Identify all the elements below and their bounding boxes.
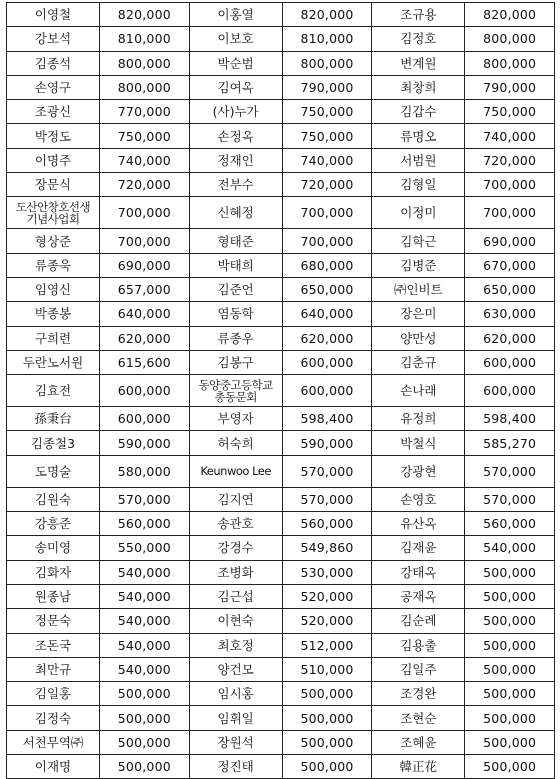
table-row <box>7 584 555 608</box>
donation-amount-cell: 720,000 <box>282 173 372 197</box>
donation-amount-cell: 720,000 <box>465 148 555 172</box>
donation-amount-cell: 570,000 <box>465 455 555 487</box>
table-row <box>7 277 555 301</box>
table-row <box>7 633 555 657</box>
donor-name-cell: 형태준 <box>189 229 282 253</box>
donor-name-cell: 이현숙 <box>189 609 282 633</box>
donor-name-cell: 박종봉 <box>7 302 100 326</box>
donor-name-cell: 조광신 <box>7 100 100 124</box>
donor-table-body <box>7 3 555 779</box>
donation-amount-cell: 500,000 <box>282 706 372 730</box>
donation-amount-cell: 550,000 <box>100 536 190 560</box>
donation-amount-cell: 570,000 <box>282 455 372 487</box>
donor-table <box>6 2 555 779</box>
donation-amount-cell: 740,000 <box>282 148 372 172</box>
donor-name-cell: 도명술 <box>7 455 100 487</box>
donor-name-cell: 박태희 <box>189 253 282 277</box>
donor-name-cell: 강보석 <box>7 27 100 51</box>
donor-name-cell: 류종우 <box>189 326 282 350</box>
donation-amount-cell: 549,860 <box>282 536 372 560</box>
donor-name-cell: 원종남 <box>7 584 100 608</box>
donor-name-cell: 공재옥 <box>372 584 465 608</box>
donor-name-cell: 김여옥 <box>189 75 282 99</box>
donor-name-cell: 김형일 <box>372 173 465 197</box>
donation-amount-cell: 630,000 <box>465 302 555 326</box>
table-row <box>7 326 555 350</box>
donor-name-cell: 유산옥 <box>372 512 465 536</box>
donor-name-cell: 이명주 <box>7 148 100 172</box>
donor-name-cell: 임영신 <box>7 277 100 301</box>
donor-name-cell: 장원석 <box>189 730 282 754</box>
donation-amount-cell: 800,000 <box>465 27 555 51</box>
table-row <box>7 657 555 681</box>
donation-amount-cell: 700,000 <box>282 197 372 229</box>
donor-name-cell: 조병화 <box>189 560 282 584</box>
donor-name-cell: 김재윤 <box>372 536 465 560</box>
donation-amount-cell: 800,000 <box>282 51 372 75</box>
donor-name-cell: 김봉구 <box>189 350 282 374</box>
donation-amount-cell: 500,000 <box>465 560 555 584</box>
donor-name-cell: 손영호 <box>372 487 465 511</box>
donor-name-cell: 김근섭 <box>189 584 282 608</box>
donor-name-cell: 서천무역㈜ <box>7 730 100 754</box>
table-row <box>7 560 555 584</box>
table-row <box>7 197 555 229</box>
donation-amount-cell: 500,000 <box>465 682 555 706</box>
donation-amount-cell: 790,000 <box>282 75 372 99</box>
donor-name-cell: 이재명 <box>7 755 100 779</box>
donor-name-cell: 김학근 <box>372 229 465 253</box>
donor-name-cell: 孫秉台 <box>7 407 100 431</box>
donation-amount-cell: 740,000 <box>465 124 555 148</box>
table-row <box>7 755 555 779</box>
donation-amount-cell: 560,000 <box>465 512 555 536</box>
donation-amount-cell: 600,000 <box>100 407 190 431</box>
donor-name-cell: 김준언 <box>189 277 282 301</box>
donor-name-cell: 전부수 <box>189 173 282 197</box>
donation-amount-cell: 500,000 <box>100 755 190 779</box>
donor-name-cell: 김화자 <box>7 560 100 584</box>
donor-name-cell: (사)누가 <box>189 100 282 124</box>
donation-amount-cell: 750,000 <box>465 100 555 124</box>
donation-amount-cell: 700,000 <box>465 197 555 229</box>
table-row <box>7 173 555 197</box>
donation-amount-cell: 560,000 <box>100 512 190 536</box>
donor-name-cell: 손나래 <box>372 375 465 407</box>
donation-amount-cell: 650,000 <box>282 277 372 301</box>
donation-amount-cell: 590,000 <box>100 431 190 455</box>
donor-name-cell: 김춘규 <box>372 350 465 374</box>
donor-name-cell: 조혜윤 <box>372 730 465 754</box>
donation-amount-cell: 520,000 <box>282 584 372 608</box>
table-row <box>7 375 555 407</box>
donor-name-cell: 조현순 <box>372 706 465 730</box>
table-row <box>7 229 555 253</box>
donor-name-cell: 최호정 <box>189 633 282 657</box>
donor-name-cell: 박정도 <box>7 124 100 148</box>
donation-amount-cell: 800,000 <box>465 51 555 75</box>
donor-name-cell: 구희련 <box>7 326 100 350</box>
donor-name-cell: 정재인 <box>189 148 282 172</box>
donor-name-cell: 김정호 <box>372 27 465 51</box>
table-row <box>7 730 555 754</box>
donor-name-cell: 조돈국 <box>7 633 100 657</box>
donation-amount-cell: 540,000 <box>100 584 190 608</box>
donor-name-cell: 김일주 <box>372 657 465 681</box>
donor-name-cell: 정진태 <box>189 755 282 779</box>
donation-amount-cell: 690,000 <box>465 229 555 253</box>
donation-amount-cell: 530,000 <box>282 560 372 584</box>
donation-amount-cell: 500,000 <box>282 682 372 706</box>
donation-amount-cell: 510,000 <box>282 657 372 681</box>
table-row <box>7 512 555 536</box>
donor-name-cell: 김정숙 <box>7 706 100 730</box>
donation-amount-cell: 700,000 <box>282 229 372 253</box>
donation-amount-cell: 540,000 <box>100 633 190 657</box>
donation-amount-cell: 615,600 <box>100 350 190 374</box>
donor-name-cell: 이정미 <box>372 197 465 229</box>
donation-amount-cell: 600,000 <box>100 375 190 407</box>
table-row <box>7 407 555 431</box>
donation-amount-cell: 740,000 <box>100 148 190 172</box>
donation-amount-cell: 500,000 <box>465 657 555 681</box>
donor-name-cell: 장은미 <box>372 302 465 326</box>
donation-amount-cell: 590,000 <box>282 431 372 455</box>
table-row <box>7 100 555 124</box>
donor-name-cell: 김효전 <box>7 375 100 407</box>
donation-amount-cell: 580,000 <box>100 455 190 487</box>
donor-name-cell: 김종철3 <box>7 431 100 455</box>
donation-amount-cell: 500,000 <box>100 682 190 706</box>
table-row <box>7 75 555 99</box>
donor-name-cell: 송미영 <box>7 536 100 560</box>
donation-amount-cell: 790,000 <box>465 75 555 99</box>
donation-amount-cell: 750,000 <box>282 124 372 148</box>
donation-amount-cell: 512,000 <box>282 633 372 657</box>
donor-name-cell: 신혜정 <box>189 197 282 229</box>
donation-amount-cell: 500,000 <box>465 584 555 608</box>
donor-name-cell: 김지연 <box>189 487 282 511</box>
donation-amount-cell: 657,000 <box>100 277 190 301</box>
donor-name-cell: 김일홍 <box>7 682 100 706</box>
donor-name-cell: 형상준 <box>7 229 100 253</box>
donation-amount-cell: 598,400 <box>465 407 555 431</box>
donation-amount-cell: 500,000 <box>100 730 190 754</box>
table-row <box>7 27 555 51</box>
donation-amount-cell: 600,000 <box>465 350 555 374</box>
donation-amount-cell: 700,000 <box>100 197 190 229</box>
donation-amount-cell: 500,000 <box>465 633 555 657</box>
donation-amount-cell: 810,000 <box>282 27 372 51</box>
table-row <box>7 124 555 148</box>
donor-name-cell: 동양중고등학교 총동문회 <box>189 375 282 407</box>
donation-amount-cell: 820,000 <box>282 3 372 27</box>
donation-amount-cell: 600,000 <box>282 375 372 407</box>
donation-amount-cell: 720,000 <box>100 173 190 197</box>
donor-name-cell: 강흥준 <box>7 512 100 536</box>
donor-name-cell: 강광현 <box>372 455 465 487</box>
table-row <box>7 51 555 75</box>
donation-amount-cell: 520,000 <box>282 609 372 633</box>
donor-name-cell: 김종석 <box>7 51 100 75</box>
table-row <box>7 148 555 172</box>
donation-amount-cell: 800,000 <box>100 51 190 75</box>
table-row <box>7 706 555 730</box>
donor-name-cell: 양건모 <box>189 657 282 681</box>
donation-amount-cell: 540,000 <box>100 560 190 584</box>
donation-amount-cell: 700,000 <box>100 229 190 253</box>
donation-amount-cell: 600,000 <box>282 350 372 374</box>
donation-amount-cell: 540,000 <box>100 657 190 681</box>
donation-amount-cell: 820,000 <box>100 3 190 27</box>
table-row <box>7 350 555 374</box>
donor-name-cell: 김용출 <box>372 633 465 657</box>
donation-amount-cell: 570,000 <box>282 487 372 511</box>
donor-name-cell: 조경완 <box>372 682 465 706</box>
donation-amount-cell: 570,000 <box>100 487 190 511</box>
donation-amount-cell: 620,000 <box>100 326 190 350</box>
donation-amount-cell: 690,000 <box>100 253 190 277</box>
donation-amount-cell: 500,000 <box>465 730 555 754</box>
donor-name-cell: 최만규 <box>7 657 100 681</box>
table-row <box>7 3 555 27</box>
table-row <box>7 455 555 487</box>
donor-name-cell: 도산안창호선생 기념사업회 <box>7 197 100 229</box>
donor-name-cell: 박철식 <box>372 431 465 455</box>
table-row <box>7 431 555 455</box>
donation-amount-cell: 810,000 <box>100 27 190 51</box>
table-row <box>7 536 555 560</box>
donation-amount-cell: 585,270 <box>465 431 555 455</box>
donation-amount-cell: 598,400 <box>282 407 372 431</box>
donor-name-cell: 손영구 <box>7 75 100 99</box>
donation-amount-cell: 540,000 <box>100 609 190 633</box>
donor-name-cell: 강경수 <box>189 536 282 560</box>
donation-amount-cell: 750,000 <box>100 124 190 148</box>
table-row <box>7 487 555 511</box>
table-row <box>7 253 555 277</box>
donation-amount-cell: 750,000 <box>282 100 372 124</box>
table-row <box>7 609 555 633</box>
donor-name-cell: 양만성 <box>372 326 465 350</box>
donation-amount-cell: 770,000 <box>100 100 190 124</box>
donation-amount-cell: 640,000 <box>282 302 372 326</box>
donation-amount-cell: 820,000 <box>465 3 555 27</box>
donation-amount-cell: 570,000 <box>465 487 555 511</box>
donation-amount-cell: 650,000 <box>465 277 555 301</box>
donor-name-cell: 유정희 <box>372 407 465 431</box>
donation-amount-cell: 620,000 <box>282 326 372 350</box>
donor-name-cell: 강태옥 <box>372 560 465 584</box>
donation-amount-cell: 640,000 <box>100 302 190 326</box>
donor-name-cell: 서범원 <box>372 148 465 172</box>
donor-name-cell: 김갑수 <box>372 100 465 124</box>
donation-amount-cell: 500,000 <box>282 755 372 779</box>
table-row <box>7 682 555 706</box>
donation-amount-cell: 670,000 <box>465 253 555 277</box>
donor-name-cell: 손정옥 <box>189 124 282 148</box>
donor-name-cell: 김원숙 <box>7 487 100 511</box>
donation-amount-cell: 500,000 <box>465 706 555 730</box>
donor-name-cell: 염동학 <box>189 302 282 326</box>
donor-name-cell: 김순례 <box>372 609 465 633</box>
donor-name-cell: ㈜인비트 <box>372 277 465 301</box>
donation-amount-cell: 800,000 <box>100 75 190 99</box>
donor-name-cell: 류종욱 <box>7 253 100 277</box>
donor-name-cell: 이보호 <box>189 27 282 51</box>
donor-name-cell: 임시홍 <box>189 682 282 706</box>
donor-name-cell: Keunwoo Lee <box>189 455 282 487</box>
donor-name-cell: 류명오 <box>372 124 465 148</box>
donor-name-cell: 두란노서원 <box>7 350 100 374</box>
donation-amount-cell: 620,000 <box>465 326 555 350</box>
donation-amount-cell: 680,000 <box>282 253 372 277</box>
donor-name-cell: 최창희 <box>372 75 465 99</box>
donor-name-cell: 변계원 <box>372 51 465 75</box>
donor-name-cell: 정문숙 <box>7 609 100 633</box>
donor-name-cell: 이영철 <box>7 3 100 27</box>
donation-amount-cell: 560,000 <box>282 512 372 536</box>
donation-amount-cell: 700,000 <box>465 173 555 197</box>
donor-name-cell: 韓正花 <box>372 755 465 779</box>
donor-name-cell: 임휘일 <box>189 706 282 730</box>
donation-amount-cell: 500,000 <box>465 609 555 633</box>
donation-amount-cell: 500,000 <box>282 730 372 754</box>
donor-name-cell: 박순범 <box>189 51 282 75</box>
donation-amount-cell: 500,000 <box>100 706 190 730</box>
table-row <box>7 302 555 326</box>
donation-amount-cell: 600,000 <box>465 375 555 407</box>
donor-name-cell: 부영자 <box>189 407 282 431</box>
donation-amount-cell: 540,000 <box>465 536 555 560</box>
donor-name-cell: 조규용 <box>372 3 465 27</box>
donor-name-cell: 이홍열 <box>189 3 282 27</box>
donor-name-cell: 김병준 <box>372 253 465 277</box>
donor-name-cell: 장문식 <box>7 173 100 197</box>
donor-name-cell: 허숙희 <box>189 431 282 455</box>
donor-name-cell: 송관호 <box>189 512 282 536</box>
donation-amount-cell: 500,000 <box>465 755 555 779</box>
